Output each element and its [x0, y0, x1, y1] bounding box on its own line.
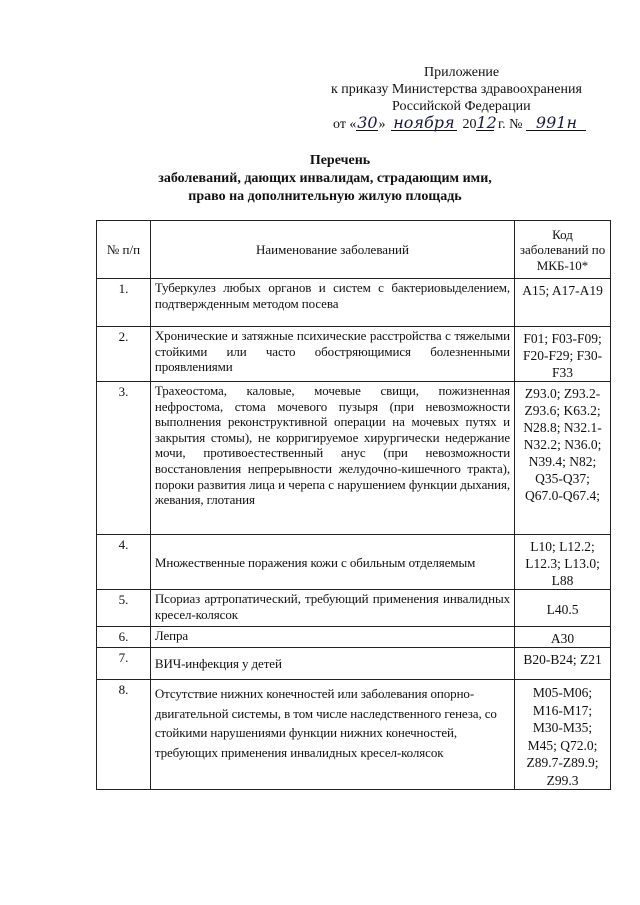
table-row	[97, 648, 611, 680]
date-day-close: »	[378, 117, 386, 132]
disease-name: Лепра	[150, 627, 514, 648]
row-number: 1.	[97, 279, 151, 327]
handwritten-order-number: 991н	[526, 115, 586, 131]
icd-code: A15; A17-A19	[515, 279, 611, 327]
order-reference: к приказу Министерства здравоохранения	[331, 82, 582, 97]
title-line-3: право на дополнительную жилую площадь	[188, 189, 462, 204]
title-line-1: Перечень	[309, 153, 371, 168]
order-date-line	[300, 115, 620, 133]
diseases-table	[96, 220, 611, 790]
row-number: 3.	[97, 382, 151, 535]
row-number: 5.	[97, 590, 151, 627]
table-row	[97, 590, 611, 627]
disease-name: ВИЧ-инфекция у детей	[150, 648, 514, 680]
title-line-2: заболеваний, дающих инвалидам, страдающим ими,	[158, 171, 492, 186]
document-header	[300, 64, 620, 133]
handwritten-day: 30	[357, 113, 378, 132]
icd-code: Z93.0; Z93.2-Z93.6; K63.2; N28.8; N32.1-N32.2; N36.0; N39.4; N82; Q35-Q37; Q67.0-Q67.4;	[515, 382, 611, 535]
row-number: 6.	[97, 627, 151, 648]
disease-name: Множественные поражения кожи с обильным отделяемым	[150, 535, 514, 590]
date-year-prefix: 20	[462, 117, 477, 132]
header-name: Наименование заболеваний	[150, 221, 514, 279]
table-row	[97, 327, 611, 382]
handwritten-year: 12	[476, 113, 497, 132]
icd-code: F01; F03-F09; F20-F29; F30-F33	[515, 327, 611, 382]
disease-name: Псориаз артропатический, требующий применения инвалидных кресел-колясок	[150, 590, 514, 627]
handwritten-month: ноября	[391, 115, 457, 131]
table-row	[97, 382, 611, 535]
date-year-suffix: г.	[497, 117, 506, 132]
row-number: 4.	[97, 535, 151, 590]
header-num: № п/п	[97, 221, 151, 279]
icd-code: L10; L12.2; L12.3; L13.0; L88	[515, 535, 611, 590]
disease-name: Туберкулез любых органов и систем с бактериовыделением, подтвержденным методом посева	[150, 279, 514, 327]
table-header-row	[97, 221, 611, 279]
table-row	[97, 680, 611, 790]
icd-code: M05-M06; M16-M17; M30-M35; M45; Q72.0; Z89.7-Z89.9; Z99.3	[515, 680, 611, 790]
row-number: 8.	[97, 680, 151, 790]
table-row	[97, 627, 611, 648]
table-row	[97, 279, 611, 327]
document-title	[0, 152, 640, 206]
row-number: 7.	[97, 648, 151, 680]
disease-name: Трахеостома, каловые, мочевые свищи, пожизненная нефростома, стома мочевого пузыря (при невозможности выполнения реконструктивной операции на мочевых путях и закрытия стомы), не корригируемое хирургически недержание мочи, противоестественный анус (при невозможности восстановления непрерывности желудочно-кишечного тракта), пороки развития лица и черепа с нарушением функции дыхания, жевания, глотания	[150, 382, 514, 535]
icd-code: L40.5	[515, 590, 611, 627]
appendix-label: Приложение	[424, 65, 500, 80]
disease-name: Отсутствие нижних конечностей или заболевания опорно-двигательной системы, в том числе наследственного генеза, со стойкими нарушениями функции нижних конечностей, требующих применения инвалидных кресел-колясок	[150, 680, 514, 790]
number-prefix: №	[509, 117, 523, 132]
disease-name: Хронические и затяжные психические расстройства с тяжелыми стойкими или часто обостряющимися болезненными проявлениями	[150, 327, 514, 382]
icd-code: B20-B24; Z21	[515, 648, 611, 680]
table-row	[97, 535, 611, 590]
federation-label: Российской Федерации	[392, 99, 531, 114]
header-code: Код заболеваний по МКБ-10*	[515, 221, 611, 279]
date-prefix: от «	[333, 117, 357, 132]
row-number: 2.	[97, 327, 151, 382]
icd-code: A30	[515, 627, 611, 648]
